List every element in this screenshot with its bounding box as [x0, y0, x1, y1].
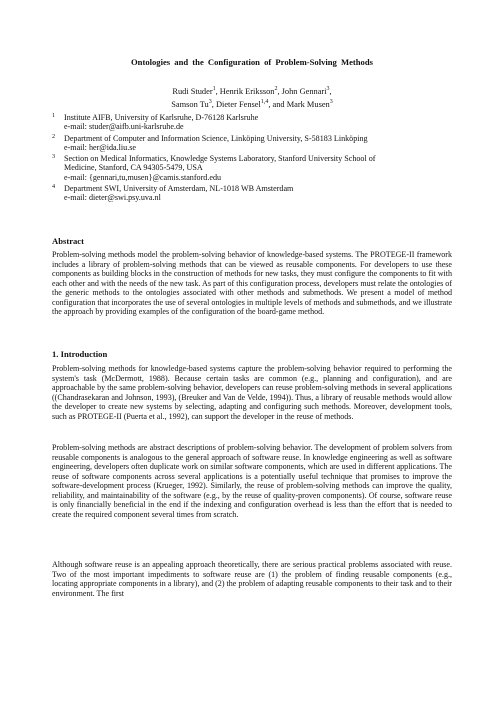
author-sup: 2 — [274, 86, 278, 92]
affiliation-number: 3 — [52, 153, 56, 161]
author-name: Henrik Eriksson — [219, 86, 275, 96]
affiliation-email: e-mail: {gennari,tu,musen}@camis.stanford.edu — [64, 172, 222, 182]
author-name: Samson Tu — [171, 99, 209, 109]
author-sup: 3 — [326, 86, 330, 92]
author-sup: 3 — [329, 98, 333, 105]
author-sup: 3 — [208, 98, 212, 105]
author-name: Dieter Fensel — [215, 99, 261, 109]
author-sup: 1 — [212, 86, 216, 92]
affiliation-list — [52, 113, 462, 205]
affiliation-2 — [52, 134, 462, 153]
introduction-heading: 1. Introduction — [52, 349, 108, 359]
paper-title: Ontologies and the Configuration of Problem-Solving Methods — [131, 57, 373, 67]
affiliation-line: Department of Computer and Information Science, Linköping University, S-58183 Linköping — [64, 133, 368, 143]
author-line-2: Samson Tu$^3$, Dieter Fensel$^{1,4}$, and Mark Musen$^3$ — [171, 98, 333, 109]
author-line-1: Rudi Studer$^1$, Henrik Eriksson$^2$, John Gennari$^3$, — [172, 86, 332, 96]
affiliation-email: e-mail: studer@aifb.uni-karlsruhe.de — [64, 122, 184, 132]
author-name: Rudi Studer — [172, 86, 213, 96]
affiliation-number: 4 — [52, 183, 56, 191]
abstract-paragraph: Problem-solving methods model the problem-solving behavior of knowledge-based systems. The PROTEGE-II framework includes a library of problem-solving methods that can be viewed as reusable components. For developers to use these components as building blocks in the construction of methods for new tasks, they must configure the components to fit with each other and with the needs of the new task. As part of this configuration process, developers must relate the ontologies of the generic methods to the ontologies associated with other methods and submethods. We present a model of method configuration that incorporates the use of several ontologies in multiple levels of methods and submethods, and we illustrate the approach by providing examples of the configuration of the board-game method. — [52, 250, 453, 316]
affiliation-email: e-mail: her@ida.liu.se — [64, 142, 136, 152]
author-name: John Gennari — [281, 86, 327, 96]
affiliation-number: 2 — [52, 132, 56, 140]
affiliation-line: Department SWI, University of Amsterdam, NL-1018 WB Amsterdam — [64, 184, 294, 194]
affiliation-email: e-mail: dieter@swi.psy.uva.nl — [64, 193, 161, 203]
abstract-heading: Abstract — [52, 236, 84, 246]
affiliation-1 — [52, 113, 462, 132]
affiliation-4 — [52, 184, 462, 203]
affiliation-line: Medicine, Stanford, CA 94305-5479, USA — [64, 163, 203, 173]
affiliation-line: Section on Medical Informatics, Knowledge Systems Laboratory, Stanford University School of — [64, 154, 376, 164]
affiliation-number: 1 — [52, 112, 56, 119]
affiliation-line: Institute AIFB, University of Karlsruhe, D-76128 Karlsruhe — [64, 113, 259, 122]
affiliation-3 — [52, 154, 462, 182]
intro-paragraph-1: Problem-solving methods for knowledge-based systems capture the problem-solving behavior required to performing the system's task (McDermott, 1988). Because certain tasks are common (e.g., planning and configuration), and are approachable by the same problem-solving behavior, developers can reuse problem-solving methods in several applications ((Chandrasekaran and Johnson, 1993), (Breuker and Van de Velde, 1994)). Thus, a library of reusable methods would allow the developer to create new systems by selecting, adapting and configuring such methods. Moreover, development tools, such as PROTEGE-II (Puerta et al., 1992), can support the developer in the reuse of methods. — [52, 364, 452, 421]
author-list — [0, 84, 504, 110]
author-name: and Mark Musen — [272, 99, 330, 109]
intro-paragraph-2: Problem-solving methods are abstract descriptions of problem-solving behavior. The development of problem solvers from reusable components is analogous to the general approach of software reuse. In knowledge engineering as well as software engineering, developers often duplicate work on similar software components, which are used in different applications. The reuse of software components across several applications is a potentially useful technique that promises to improve the software-development process (Krueger, 1992). Similarly, the reuse of problem-solving methods can improve the quality, reliability, and maintainability of the software (e.g., by the reuse of quality-proven components). Of course, software reuse is only financially beneficial in the end if the indexing and configuration overhead is less than the effort that is needed to create the required component several times from scratch. — [52, 443, 452, 519]
author-sup: 1,4 — [260, 98, 269, 105]
intro-paragraph-3: Although software reuse is an appealing approach theoretically, there are serious practical problems associated with reuse. Two of the most important impediments to software reuse are (1) the problem of finding reusable components (e.g., locating appropriate components in a library), and (2) the problem of adapting reusable components to their task and to their environment. The first — [52, 560, 452, 598]
